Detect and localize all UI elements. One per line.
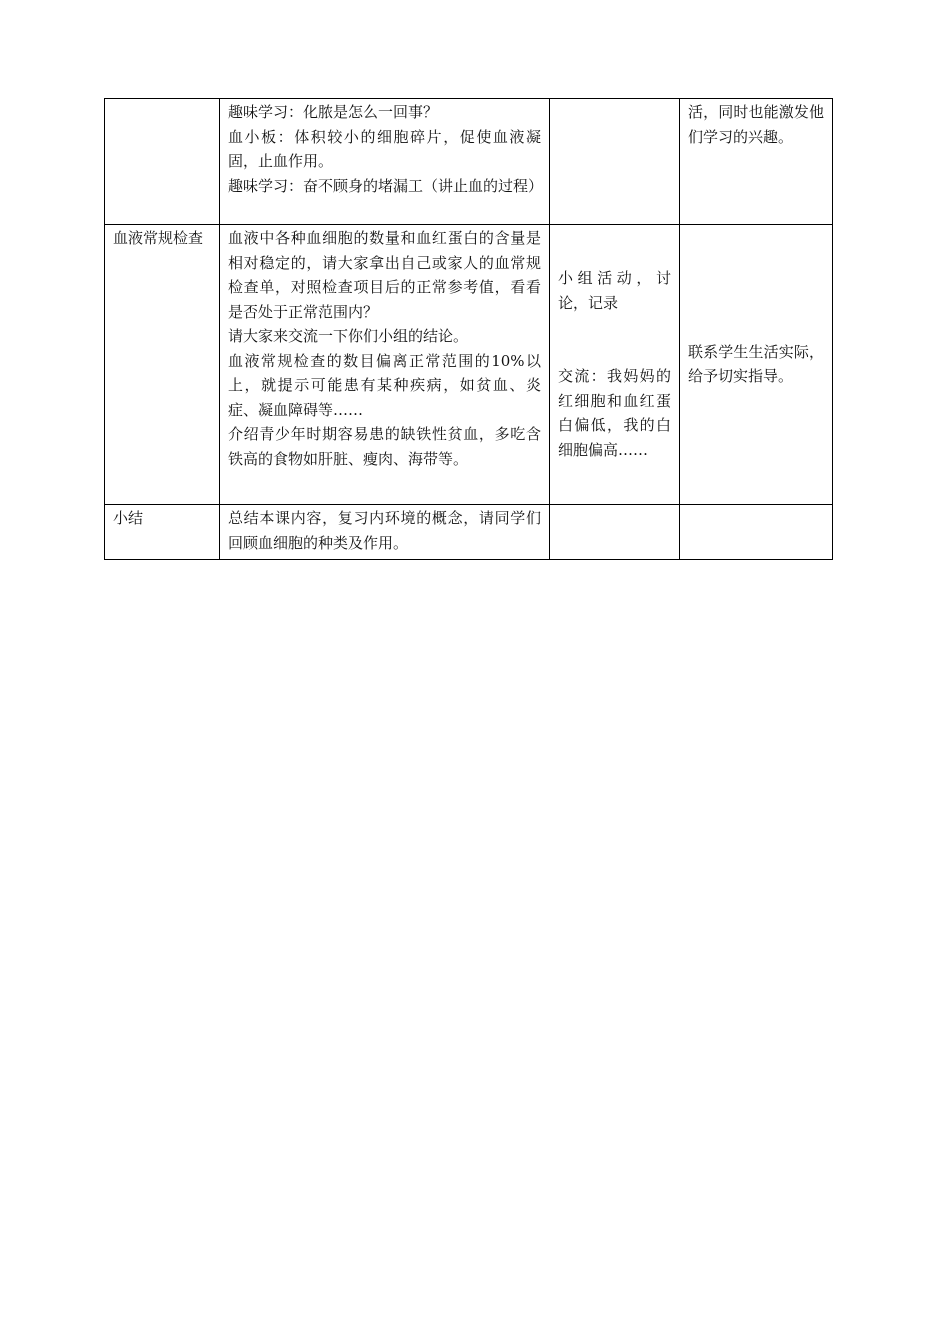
content-cell [220, 225, 550, 505]
content-line: 总结本课内容，复习内环境的概念，请同学们回顾血细胞的种类及作用。 [228, 509, 541, 552]
design-intent-cell: 活，同时也能激发他们学习的兴趣。 [680, 99, 833, 225]
stage-cell: 血液常规检查 [105, 225, 220, 505]
design-intent-cell: 联系学生生活实际，给予切实指导。 [680, 225, 833, 505]
content-cell [220, 505, 550, 560]
stage-cell [105, 99, 220, 225]
lesson-plan-table [104, 98, 833, 560]
content-line: 趣味学习：化脓是怎么一回事？ [228, 103, 439, 121]
content-line: 请大家来交流一下你们小组的结论。 [228, 327, 469, 345]
content-line: 血小板：体积较小的细胞碎片，促使血液凝固，止血作用。 [228, 127, 541, 170]
student-activity-cell [550, 505, 680, 560]
stage-cell: 小结 [105, 505, 220, 560]
content-cell [220, 99, 550, 225]
table-row [105, 505, 833, 560]
student-activity-cell [550, 99, 680, 225]
design-intent-cell [680, 505, 833, 560]
student-activity-line: 小组活动，讨论，记录 [558, 269, 671, 312]
student-activity-cell [550, 225, 680, 505]
table-row [105, 225, 833, 505]
content-line: 血液中各种血细胞的数量和血红蛋白的含量是相对稳定的，请大家拿出自己或家人的血常规检查单，对照检查项目后的正常参考值，看看是否处于正常范围内？ [228, 229, 541, 321]
content-line: 血液常规检查的数目偏离正常范围的10%以上，就提示可能患有某种疾病，如贫血、炎症、凝血障碍等…… [228, 351, 541, 419]
table-row [105, 99, 833, 225]
content-line: 介绍青少年时期容易患的缺铁性贫血，多吃含铁高的食物如肝脏、瘦肉、海带等。 [228, 425, 541, 468]
content-line: 趣味学习：奋不顾身的堵漏工（讲止血的过程） [228, 176, 544, 195]
student-activity-line: 交流：我妈妈的红细胞和血红蛋白偏低，我的白细胞偏高…… [558, 367, 671, 459]
